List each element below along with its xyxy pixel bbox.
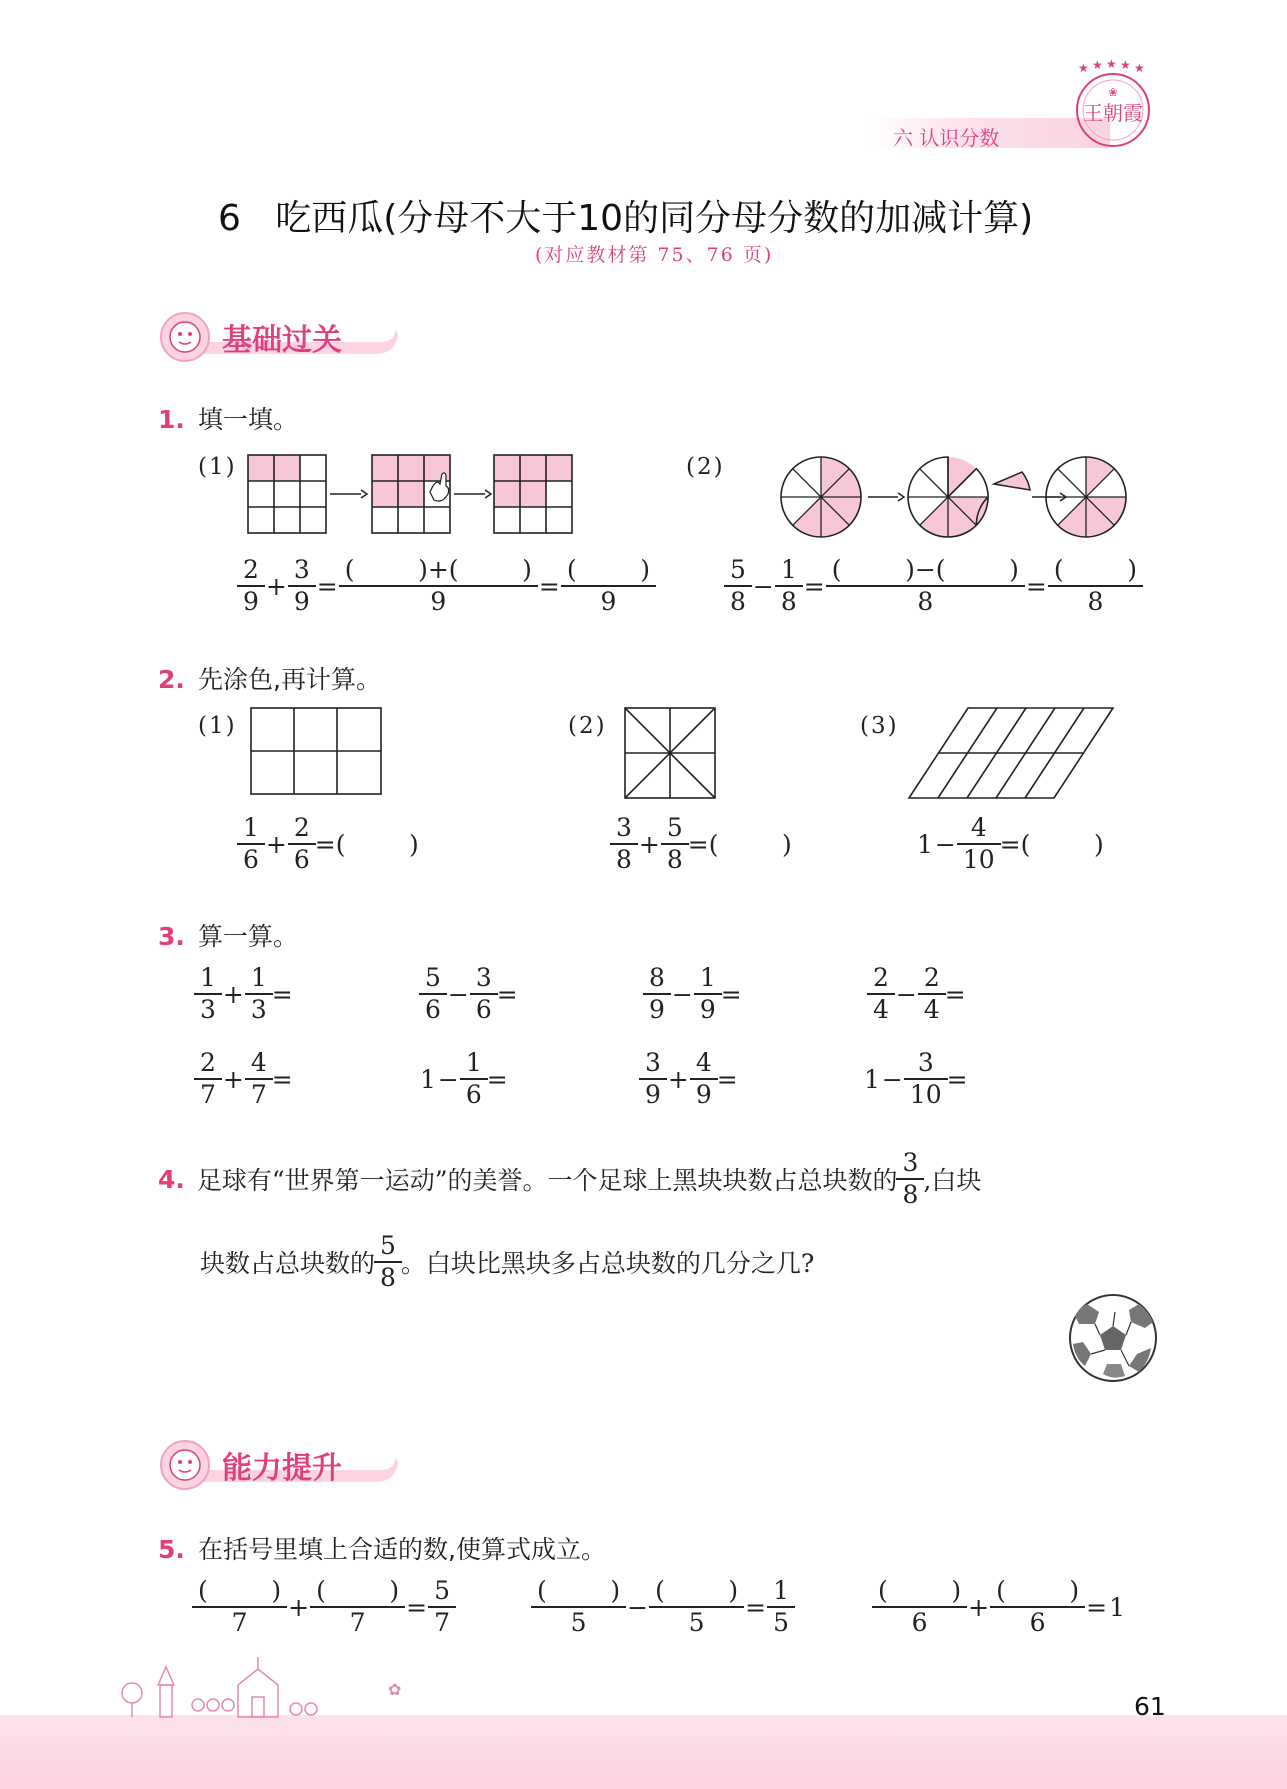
q5-blank[interactable]: $\frac{( )}{7}$	[313, 1578, 402, 1637]
q3-item[interactable]: $\frac{3}{9}$ + $\frac{4}{9}$ =	[640, 1050, 738, 1109]
q5-blank[interactable]: $\frac{( )}{5}$	[534, 1578, 623, 1637]
q1-result-fraction[interactable]: $\frac{( )}{9}$	[564, 557, 653, 616]
q1-equation-1: $\frac{2}{9}$ + $\frac{3}{9}$ = $\frac{( )+( )}{9}$ = $\frac{( )}{9}$	[238, 557, 655, 616]
svg-text:★: ★	[1078, 61, 1089, 75]
q3-item[interactable]: $\frac{5}{6}$ − $\frac{3}{6}$ =	[420, 965, 518, 1024]
page-subtitle: (对应教材第 75、76 页)	[535, 244, 774, 266]
q1-blank-fraction-2[interactable]: $\frac{( )-( )}{8}$	[829, 557, 1022, 616]
logo-seal	[1068, 58, 1158, 153]
q2-label-1: (1)	[198, 713, 237, 739]
section-banner-advanced	[160, 1440, 400, 1490]
q1-equation-2: $\frac{5}{8}$ − $\frac{1}{8}$ = $\frac{( )-( )}{8}$ = $\frac{( )}{8}$	[725, 557, 1142, 616]
q2-equation-3: 1 − $\frac{4}{10}$ =( )	[917, 813, 1104, 875]
q2-heading	[158, 660, 381, 696]
q1-number: 1.	[158, 405, 185, 434]
q2-text: 先涂色,再计算。	[198, 665, 381, 694]
q2-equation-2: $\frac{3}{8}$ + $\frac{5}{8}$ =( )	[611, 815, 792, 874]
q5-blank[interactable]: $\frac{( )}{7}$	[195, 1578, 284, 1637]
q3-number: 3.	[158, 922, 185, 951]
q1-result-fraction-2[interactable]: $\frac{( )}{8}$	[1051, 557, 1140, 616]
svg-text:★: ★	[1120, 58, 1131, 72]
q5-equation-2: $\frac{( )}{5}$ − $\frac{( )}{5}$ = $\frac{1}{5}$	[532, 1578, 794, 1637]
q1-text: 填一填。	[198, 405, 299, 434]
q5-text: 在括号里填上合适的数,使算式成立。	[198, 1535, 606, 1564]
page-number: 61	[1134, 1692, 1166, 1721]
q4-line-1: 4. 足球有“世界第一运动”的美誉。一个足球上黑块块数占总块数的 $\frac{3}{8}$ ,白块	[158, 1148, 982, 1210]
section-banner-basic	[160, 312, 400, 362]
q5-blank[interactable]: $\frac{( )}{6}$	[993, 1578, 1082, 1637]
q2-answer-3[interactable]: =( )	[999, 829, 1104, 859]
q4-line-2: 块数占总块数的 $\frac{5}{8}$ 。白块比黑块多占总块数的几分之几?	[200, 1231, 815, 1293]
svg-text:❀: ❀	[1108, 86, 1118, 99]
q1-blank-fraction[interactable]: $\frac{( )+( )}{9}$	[342, 557, 535, 616]
q5-blank[interactable]: $\frac{( )}{6}$	[875, 1578, 964, 1637]
q1-part2-label: (2)	[686, 454, 725, 480]
q2-answer-2[interactable]: =( )	[687, 829, 792, 859]
q3-heading	[158, 917, 298, 953]
q2-square-octants[interactable]	[622, 705, 718, 801]
q5-blank[interactable]: $\frac{( )}{5}$	[652, 1578, 741, 1637]
q1-grids	[245, 452, 575, 537]
q2-rect-grid[interactable]	[248, 705, 386, 797]
q3-text: 算一算。	[198, 922, 299, 951]
q1-part1-label: (1)	[198, 454, 237, 480]
logo-text: 王朝霞	[1083, 101, 1143, 125]
footer-band	[0, 1715, 1287, 1789]
q3-item[interactable]: $\frac{2}{4}$ − $\frac{2}{4}$ =	[868, 965, 966, 1024]
q3-item[interactable]: 1 − $\frac{3}{10}$ =	[864, 1048, 968, 1110]
q2-label-2: (2)	[568, 713, 607, 739]
q5-equation-1: $\frac{( )}{7}$ + $\frac{( )}{7}$ = $\frac{5}{7}$	[193, 1578, 455, 1637]
svg-text:✿: ✿	[388, 1680, 402, 1699]
q5-heading	[158, 1530, 606, 1566]
section-title-basic: 基础过关	[222, 323, 342, 358]
q3-item[interactable]: $\frac{8}{9}$ − $\frac{1}{9}$ =	[644, 965, 742, 1024]
q2-label-3: (3)	[860, 713, 899, 739]
q1-circles	[778, 452, 1133, 542]
q3-item[interactable]: $\frac{1}{3}$ + $\frac{1}{3}$ =	[195, 965, 293, 1024]
q2-answer-1[interactable]: =( )	[314, 829, 419, 859]
svg-text:★: ★	[1106, 58, 1117, 71]
q5-number: 5.	[158, 1535, 185, 1564]
q2-equation-1: $\frac{1}{6}$ + $\frac{2}{6}$ =( )	[238, 815, 419, 874]
q2-number: 2.	[158, 665, 185, 694]
q3-item[interactable]: 1 − $\frac{1}{6}$ =	[420, 1048, 508, 1110]
q1-heading	[158, 400, 298, 436]
q4-number: 4.	[158, 1164, 185, 1194]
q3-item[interactable]: $\frac{2}{7}$ + $\frac{4}{7}$ =	[195, 1050, 293, 1109]
section-title-advanced: 能力提升	[222, 1451, 342, 1486]
q2-parallelogram[interactable]	[906, 705, 1116, 801]
footer-illustration	[118, 1655, 418, 1720]
q5-equation-3: $\frac{( )}{6}$ + $\frac{( )}{6}$ = 1	[873, 1578, 1125, 1637]
soccer-ball-icon	[1065, 1290, 1161, 1386]
svg-text:★: ★	[1092, 58, 1103, 72]
svg-text:★: ★	[1134, 61, 1145, 75]
page-title: 6 吃西瓜(分母不大于10的同分母分数的加减计算)	[218, 198, 1034, 239]
chapter-label: 六 认识分数	[893, 126, 1000, 150]
